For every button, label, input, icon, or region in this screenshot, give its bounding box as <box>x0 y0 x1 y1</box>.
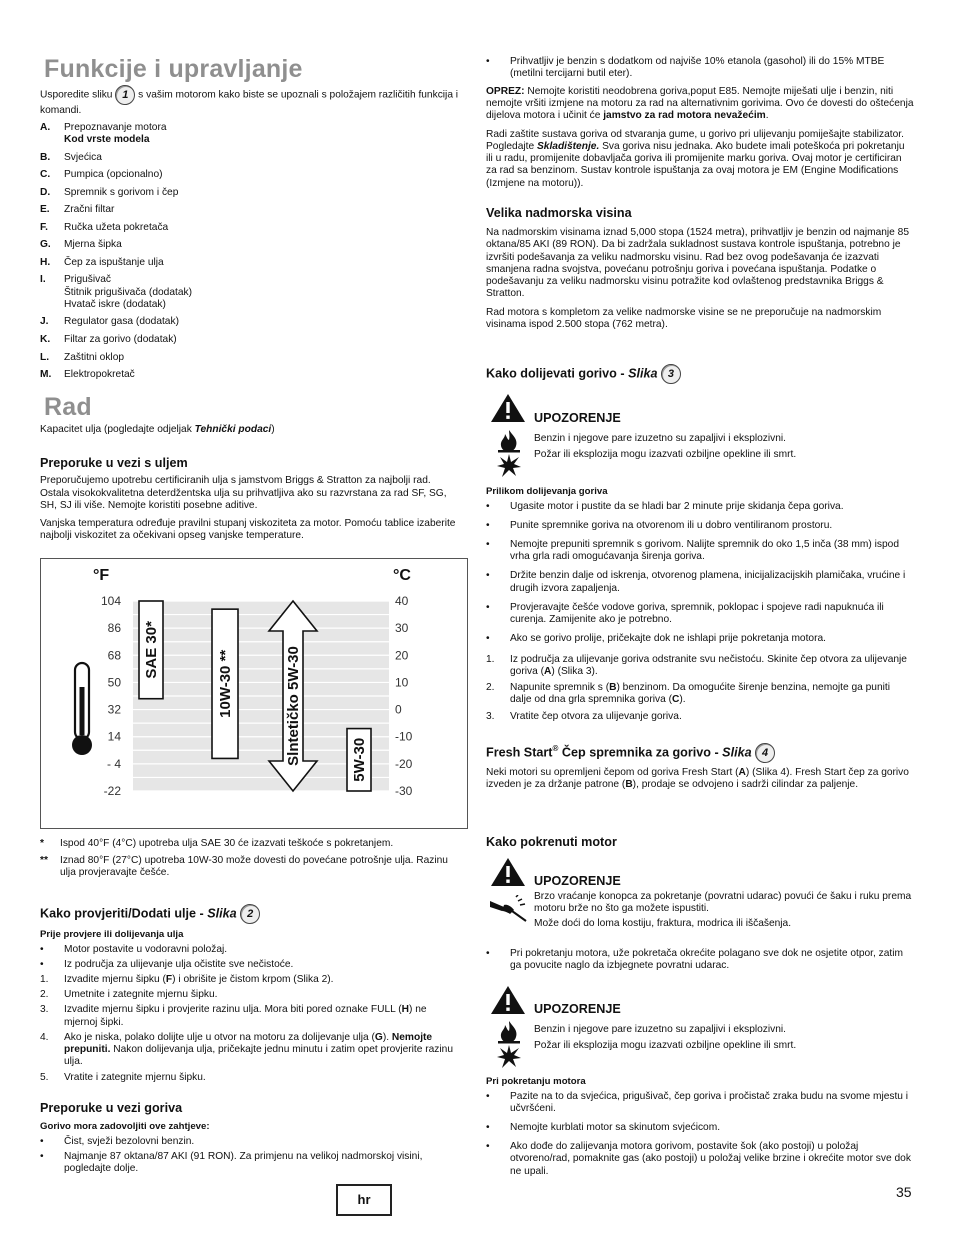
feature-key: C. <box>40 169 51 181</box>
check-heading-em: Slika <box>207 906 237 921</box>
fresh-heading-a: Fresh Start <box>486 745 553 760</box>
bullet-icon: • <box>40 1150 44 1162</box>
feature-label: Regulator gasa (dodatak) <box>64 316 179 328</box>
list-item <box>40 1032 460 1069</box>
step-text <box>64 1072 460 1084</box>
celsius-label: °C <box>393 567 411 584</box>
thermometer-mercury <box>80 687 85 735</box>
caution-text: Nemojte koristiti neodobrena goriva,poput E85. Nemojte miješati ulje i benzin, niti nemojte vršiti izmjene na motoru za rad na alternativnim gorivima. Ovo će dovesti do oštećenja dijelova motora i učinit će <box>486 86 914 122</box>
list-item <box>40 944 460 956</box>
f-tick-label: 68 <box>107 648 121 663</box>
list-item-text: Držite benzin dalje od iskrenja, otvorenog plamena, inicijalizacijskih plamičaka, vrućine i drugih izvora zapaljenja. <box>510 570 906 594</box>
step-number: 4. <box>40 1031 49 1043</box>
footnotes <box>40 838 460 885</box>
list-item-text: Iz područja za ulijevanje ulja očistite sve nečistoće. <box>64 958 294 970</box>
step-text <box>510 711 914 723</box>
step-text <box>510 654 914 678</box>
feature-label: Filtar za gorivo (dodatak) <box>64 334 177 346</box>
list-item <box>40 959 460 971</box>
feature-key: J. <box>40 316 49 328</box>
fresh-text-c: ) (Slika 4). Fresh Start čep za gorivo izveden je za držanje patrone ( <box>486 767 909 791</box>
heading-rad: Rad <box>44 393 92 421</box>
feature-text <box>64 369 460 381</box>
explosion-icon <box>496 1044 522 1070</box>
step-text-part: ). <box>382 1031 392 1043</box>
list-item <box>486 539 914 563</box>
feature-key: M. <box>40 369 52 381</box>
oil-viscosity-chart <box>40 558 468 829</box>
feature-item <box>40 369 460 381</box>
fill-heading-wrap <box>486 364 914 384</box>
feature-sublabel: Štitnik prigušivača (dodatak) <box>64 286 192 298</box>
list-item <box>40 974 460 986</box>
list-item <box>40 1151 460 1175</box>
step-text <box>64 974 460 986</box>
thermometer-bulb <box>72 735 92 755</box>
feature-label: Ručka užeta pokretača <box>64 221 169 233</box>
warning-triangle-icon <box>490 857 526 887</box>
features-intro <box>40 85 460 117</box>
step-text <box>64 1004 460 1028</box>
fresh-text-b: A <box>738 767 746 778</box>
step-number: 2. <box>40 989 49 1001</box>
feature-label: Prepoznavanje motora <box>64 122 167 133</box>
bullet-icon: • <box>486 948 490 959</box>
start-bullet: Pri pokretanju motora, uže pokretača okrećite polagano sve dok ne osjetite otpor, zatim ga povucite naglo da izbjegnete povratni udarac. <box>510 948 904 972</box>
f-tick-label: 14 <box>107 729 121 744</box>
footnote-mark: ** <box>40 855 48 867</box>
step-number: 2. <box>486 682 495 694</box>
fahrenheit-label: °F <box>93 567 110 584</box>
step-text-part: F <box>165 973 173 985</box>
step-text-part: Ako je niska, polako dolijte ulje u otvor na motoru za dolijevanje ulja ( <box>64 1031 375 1043</box>
heading-features: Funkcije i upravljanje <box>44 55 303 83</box>
feature-text <box>64 334 460 346</box>
bullet-icon: • <box>486 538 490 550</box>
feature-text <box>64 257 460 269</box>
step-text <box>510 682 914 706</box>
step-text-part: A <box>543 665 552 677</box>
features-title <box>44 54 303 84</box>
feature-item <box>40 169 460 181</box>
bullet-icon: • <box>486 1141 490 1153</box>
list-item <box>486 501 914 513</box>
feature-key: I. <box>40 274 46 286</box>
list-item-text: Nemojte prepuniti spremnik s gorivom. Nalijte spremnik do oko 1,5 inča (38 mm) ispod vrha grla radi omogućavanja širenja goriva. <box>510 538 899 563</box>
fill-bullets <box>486 501 914 646</box>
bullet-icon: • <box>40 943 44 955</box>
figure-4-icon: 4 <box>755 743 775 763</box>
start-section <box>486 1076 914 1185</box>
explosion-icon <box>496 453 522 479</box>
figure-2-icon: 2 <box>240 904 260 924</box>
altitude-heading: Velika nadmorska visina <box>486 206 632 220</box>
list-item-text: Punite spremnike goriva na otvorenom ili u dobro ventiliranom prostoru. <box>510 519 833 531</box>
step-text-part: B <box>609 682 617 694</box>
fresh-start-section <box>486 743 914 797</box>
c-tick-label: 10 <box>395 675 409 690</box>
check-heading: Kako provjeriti/Dodati ulje - <box>40 906 208 921</box>
fuel-bullet-3: Prihvatljiv je benzin s dodatkom od najviše 10% etanola (gasohol) ili do 15% MTBE (metilni tercijarni butil eter). <box>510 56 885 80</box>
warning-label: UPOZORENJE <box>534 1002 621 1016</box>
c-tick-label: 40 <box>395 594 409 608</box>
f-tick-label: 50 <box>107 675 121 690</box>
range-label: 10W-30 ** <box>217 649 234 718</box>
feature-key: K. <box>40 334 51 346</box>
start-warning-line-1: Benzin i njegove pare izuzetno su zapaljivi i eksplozivni. <box>534 1024 786 1035</box>
bullet-icon: • <box>486 1121 490 1133</box>
feature-label: Mjerna šipka <box>64 239 122 251</box>
f-tick-label: 104 <box>100 594 121 608</box>
step-text-part: Nakon dolijevanja ulja, pričekajte jednu minutu i zatim opet provjerite razinu ulja. <box>64 1044 454 1068</box>
start-warning-line-2: Požar ili eksplozija mogu izazvati ozbiljne opekline ili smrt. <box>534 1040 797 1052</box>
start-bullet-list <box>486 948 914 975</box>
registered-mark: ® <box>552 744 559 754</box>
list-item <box>486 56 914 80</box>
warning-triangle-icon <box>490 985 526 1015</box>
oil-heading: Preporuke u vezi s uljem <box>40 456 188 471</box>
step-text-part: Vratite čep otvora za ulijevanje goriva. <box>510 710 682 722</box>
list-item-text: Čist, svježi bezolovni benzin. <box>64 1135 195 1147</box>
gum-text-em: Skladištenje. <box>536 140 600 152</box>
feature-sublabel: Kod vrste modela <box>64 134 150 146</box>
step-text-part: Izvadite mjernu šipku i provjerite razinu ulja. Mora biti pored oznake FULL ( <box>64 1004 402 1016</box>
step-text-part: Vratite i zategnite mjernu šipku. <box>64 1071 206 1083</box>
fire-icon <box>496 429 522 453</box>
viscosity-chart-svg <box>41 559 467 828</box>
figure-1-icon: 1 <box>115 85 135 105</box>
capacity-post: ) <box>271 424 275 435</box>
feature-item <box>40 239 460 251</box>
step-text-part: Nemojte prepuniti. <box>64 1031 433 1056</box>
feature-item <box>40 316 460 328</box>
fuel-warning-line-2: Požar ili eksplozija mogu izazvati ozbiljne opekline ili smrt. <box>534 449 797 461</box>
step-number: 1. <box>486 653 495 665</box>
footnote-text: Ispod 40°F (4°C) upotreba ulja SAE 30 će izazvati teškoće s pokretanjem. <box>60 838 394 849</box>
step-text-part: ) benzinom. Da omogućite širenje benzina, nemojte ga puniti dalje od dna grla spremnika goriva ( <box>510 682 890 706</box>
start-heading-wrap <box>486 835 914 850</box>
list-item <box>40 989 460 1001</box>
f-tick-label: 32 <box>107 702 121 717</box>
fresh-heading-b: Čep spremnika za gorivo - <box>558 745 723 760</box>
kickback-warning-line-2: Može doći do loma kostiju, fraktura, modrica ili iščašenja. <box>534 918 792 930</box>
feature-key: L. <box>40 351 50 363</box>
capacity-em: Tehnički podaci <box>194 424 272 435</box>
intro-post: s vašim motorom kako biste se upoznali s položajem različitih funkcija i komandi. <box>40 89 459 116</box>
c-tick-label: -10 <box>395 729 413 744</box>
check-subheading: Prije provjere ili dolijevanja ulja <box>40 929 184 940</box>
bullet-icon: • <box>486 56 490 67</box>
fill-steps <box>486 654 914 723</box>
list-item <box>40 1136 460 1148</box>
footnote-text: Iznad 80°F (27°C) upotreba 10W-30 može dovesti do povećane potrošnje ulja. Razinu ulja provjeravajte češće. <box>60 855 448 879</box>
range-label: Slntetičko 5W-30 <box>285 646 302 766</box>
page-number: 35 <box>896 1184 912 1200</box>
c-tick-label: -20 <box>395 756 413 771</box>
bullet-icon: • <box>486 519 490 531</box>
list-item <box>486 633 914 645</box>
feature-item <box>40 334 460 346</box>
list-item-text: Provjeravajte češće vodove goriva, spremnik, poklopac i spojeve radi napuknuća ili curenja. Zamijenite ako je potrebno. <box>510 601 884 626</box>
start-heading: Kako pokrenuti motor <box>486 835 617 849</box>
capacity-pre: Kapacitet ulja (pogledajte odjeljak <box>40 424 195 435</box>
bullet-icon: • <box>40 958 44 970</box>
list-item <box>486 654 914 678</box>
list-item <box>486 1091 914 1115</box>
feature-key: F. <box>40 221 48 233</box>
feature-label: Prigušivač <box>64 274 111 286</box>
caution-bold: jamstvo za rad motora nevažećim <box>603 110 766 122</box>
feature-label: Elektropokretač <box>64 369 135 381</box>
list-item-text: Ako se gorivo prolije, pričekajte dok ne ishlapi prije pokretanja motora. <box>510 633 826 645</box>
footnote-mark: * <box>40 838 44 849</box>
step-text-part: Umetnite i zategnite mjernu šipku. <box>64 989 218 1001</box>
feature-item <box>40 187 460 199</box>
feature-item <box>40 274 460 311</box>
list-item-text: Ugasite motor i pustite da se hladi bar 2 minute prije skidanja čepa goriva. <box>510 500 844 512</box>
range-label: 5W-30 <box>351 737 368 782</box>
feature-text <box>64 169 460 181</box>
feature-item <box>40 122 460 146</box>
start-subheading: Pri pokretanju motora <box>486 1076 586 1087</box>
c-tick-label: 30 <box>395 621 409 636</box>
step-text-part: Napunite spremnik s ( <box>510 682 610 694</box>
c-tick-label: 0 <box>395 702 402 717</box>
feature-label: Pumpica (opcionalno) <box>64 169 163 181</box>
fuel-bullets <box>40 1136 460 1176</box>
step-text-part: C <box>671 694 680 706</box>
caution-block <box>486 86 914 196</box>
step-text-part: ). <box>679 694 686 706</box>
step-text-part: Izvadite mjernu šipku ( <box>64 973 166 985</box>
footnote <box>40 838 460 850</box>
step-text-part: ) ne mjernoj šipki. <box>64 1004 427 1028</box>
fill-subheading: Prilikom dolijevanja goriva <box>486 486 608 497</box>
feature-key: B. <box>40 151 51 163</box>
figure-3-icon: 3 <box>661 364 681 384</box>
fill-heading: Kako dolijevati gorivo - <box>486 366 629 381</box>
fuel-warning-line-1: Benzin i njegove pare izuzetno su zapaljivi i eksplozivni. <box>534 433 786 444</box>
step-text-part: Iz područja za ulijevanje goriva odstranite svu nečistoću. Skinite čep otvora za ulijevanje goriva ( <box>510 653 907 677</box>
feature-text <box>64 316 460 328</box>
feature-label: Zaštitni oklop <box>64 351 125 363</box>
warning-label: UPOZORENJE <box>534 411 621 425</box>
feature-text <box>64 222 460 234</box>
feature-key: A. <box>40 122 51 133</box>
caution-end: . <box>765 110 769 122</box>
list-item <box>486 520 914 532</box>
feature-label: Čep za ispuštanje ulja <box>64 256 164 268</box>
check-bullets <box>40 944 460 971</box>
oil-section <box>40 424 460 549</box>
bullet-icon: • <box>486 570 490 582</box>
step-text-part: G <box>374 1031 383 1043</box>
gum-text-a: Radi zaštite sustava goriva od stvaranja gume, u gorivo pri ulijevanju pomiješajte stabilizator. Pogledajte <box>486 128 904 152</box>
list-item <box>486 1122 914 1134</box>
list-item <box>40 1072 460 1084</box>
f-tick-label: - 4 <box>106 756 121 771</box>
fill-section <box>486 486 914 727</box>
bullet-icon: • <box>486 500 490 512</box>
feature-item <box>40 204 460 216</box>
f-tick-label: -22 <box>103 784 121 798</box>
step-number: 3. <box>40 1004 49 1016</box>
list-item <box>486 711 914 723</box>
bullet-icon: • <box>486 601 490 613</box>
c-tick-label: -30 <box>395 784 413 798</box>
feature-text <box>64 204 460 216</box>
fuel-subheading: Gorivo mora zadovoljiti ove zahtjeve: <box>40 1121 210 1133</box>
feature-item <box>40 222 460 234</box>
start-bullets <box>486 1091 914 1178</box>
feature-label: Svjećica <box>64 151 102 163</box>
altitude-section <box>486 206 914 337</box>
altitude-paragraph-2: Rad motora s kompletom za velike nadmorske visine se ne preporučuje na nadmorskim visinama ispod 2.500 stopa (762 metra). <box>486 306 882 330</box>
list-item-text: Nemojte kurblati motor sa skinutom svjećicom. <box>510 1121 721 1133</box>
list-item <box>40 1004 460 1028</box>
bullet-icon: • <box>486 1090 490 1102</box>
feature-key: E. <box>40 204 50 216</box>
oil-paragraph-2: Vanjska temperatura određuje pravilni stupanj viskoziteta za motor. Pomoću tablice izaberite najbolji viskozitet za očekivani opseg vanjske temperature. <box>40 518 456 542</box>
caution-label: OPREZ: <box>486 86 525 97</box>
feature-text <box>64 274 460 311</box>
list-item <box>486 1141 914 1178</box>
list-item-text: Pazite na to da svjećica, prigušivač, čep goriva i pročistač zraka budu na svome mjestu i učvršćeni. <box>510 1090 909 1114</box>
fresh-text-e: ), prodaje se odvojeno i sadrži cilindar za paljenje. <box>632 779 859 791</box>
language-tab: hr <box>336 1184 392 1216</box>
list-item <box>486 948 914 972</box>
step-text <box>64 989 460 1001</box>
feature-text <box>64 187 460 199</box>
bullet-icon: • <box>40 1135 44 1147</box>
warning-triangle-icon <box>490 393 526 423</box>
oil-check-section <box>40 904 460 1087</box>
kickback-warning-line-1: Brzo vraćanje konopca za pokretanje (povratni udarac) povući će šaku i ruku prema motoru brže no što ga možete ispustiti. <box>534 891 912 915</box>
fuel-bullet-3-list <box>486 56 914 83</box>
rad-title <box>44 392 92 422</box>
altitude-paragraph-1: Na nadmorskim visinama iznad 5,000 stopa (1524 metra), prihvatljiv je benzin od najmanje 85 oktana/85 AKI (89 RON). Da bi zadržala sukladnost sustava kontrole ispuštanja, potrebno je izvršiti podešavanja za veliku nadmorsku visinu. Rad bez ovog podešavanja će izazvati smanjena radna svojstva, povećanu potrošnju goriva i povećana ispuštanja. Podatke o podešavanju za veliku nadmorsku visinu potražite kod ovlaštenog predstavnika Briggs & Stratton. <box>486 227 910 300</box>
feature-label: Spremnik s gorivom i čep <box>64 186 179 198</box>
feature-text <box>64 239 460 251</box>
step-number: 5. <box>40 1071 49 1083</box>
warning-label: UPOZORENJE <box>534 874 621 888</box>
fuel-heading: Preporuke u vezi goriva <box>40 1101 183 1115</box>
step-text <box>64 1032 460 1069</box>
feature-key: G. <box>40 239 51 251</box>
fire-icon <box>496 1020 522 1044</box>
oil-paragraph-1: Preporučujemo upotrebu certificiranih ulja s jamstvom Briggs & Stratton za najbolji rad. Ostala visokokvalitetna deterdžentska ulja su prihvatljiva ako su razvrstana za rad SF, SG, SH, SJ ili više. Nemojte koristiti posebne aditive. <box>40 475 447 511</box>
fresh-text-a: Neki motori su opremljeni čepom od goriva Fresh Start ( <box>486 767 739 778</box>
gum-text-b: Sva goriva nisu jednaka. Ako budete imali poteškoća pri pokretanju ili u radu, promijenite dobavljača goriva ili promijenite marku goriva. Ovaj motor je certificiran za rad sa benzinom. Sustav kontrole ispuštanja za ovaj motora je EM (Engine Modifications (Izmjene na motoru)). <box>486 140 905 189</box>
kickback-hand-icon <box>488 895 530 925</box>
list-item <box>486 602 914 626</box>
check-steps <box>40 974 460 1084</box>
step-number: 1. <box>40 973 49 985</box>
step-number: 3. <box>486 710 495 722</box>
f-tick-label: 86 <box>107 621 121 636</box>
list-item-text: Ako dođe do zalijevanja motora gorivom, postavite šok (ako postoji) u položaj otvoreno/rad, pomaknite gas (ako postoji) u položaj velike brzine i okrećite motor sve dok ne upali. <box>510 1141 911 1177</box>
step-text-part: ) (Slika 3). <box>551 665 598 677</box>
features-list <box>40 122 460 387</box>
feature-item <box>40 257 460 269</box>
step-text-part: ) i obrišite je čistom krpom (Slika 2). <box>172 973 334 985</box>
list-item <box>486 570 914 594</box>
feature-item <box>40 152 460 164</box>
range-label: SAE 30* <box>143 621 160 679</box>
feature-text <box>64 122 460 146</box>
list-item <box>486 682 914 706</box>
feature-label: Zračni filtar <box>64 204 115 216</box>
intro-pre: Usporedite sliku <box>40 89 113 101</box>
fill-heading-em: Slika <box>628 366 658 381</box>
feature-text <box>64 352 460 364</box>
fresh-text-d: B <box>625 779 633 791</box>
list-item-text: Najmanje 87 oktana/87 AKI (91 RON). Za primjenu na velikoj nadmorskoj visini, pogledajte dolje. <box>64 1150 423 1175</box>
feature-text <box>64 152 460 164</box>
feature-sublabel: Hvatač iskre (dodatak) <box>64 298 166 310</box>
feature-key: H. <box>40 256 51 268</box>
footnote <box>40 855 460 879</box>
step-text-part: H <box>401 1004 410 1016</box>
fresh-heading-em: Slika <box>722 745 752 760</box>
fuel-section <box>40 1101 460 1178</box>
feature-item <box>40 352 460 364</box>
c-tick-label: 20 <box>395 648 409 663</box>
feature-key: D. <box>40 186 51 198</box>
list-item-text: Motor postavite u vodoravni položaj. <box>64 943 228 955</box>
bullet-icon: • <box>486 633 490 645</box>
